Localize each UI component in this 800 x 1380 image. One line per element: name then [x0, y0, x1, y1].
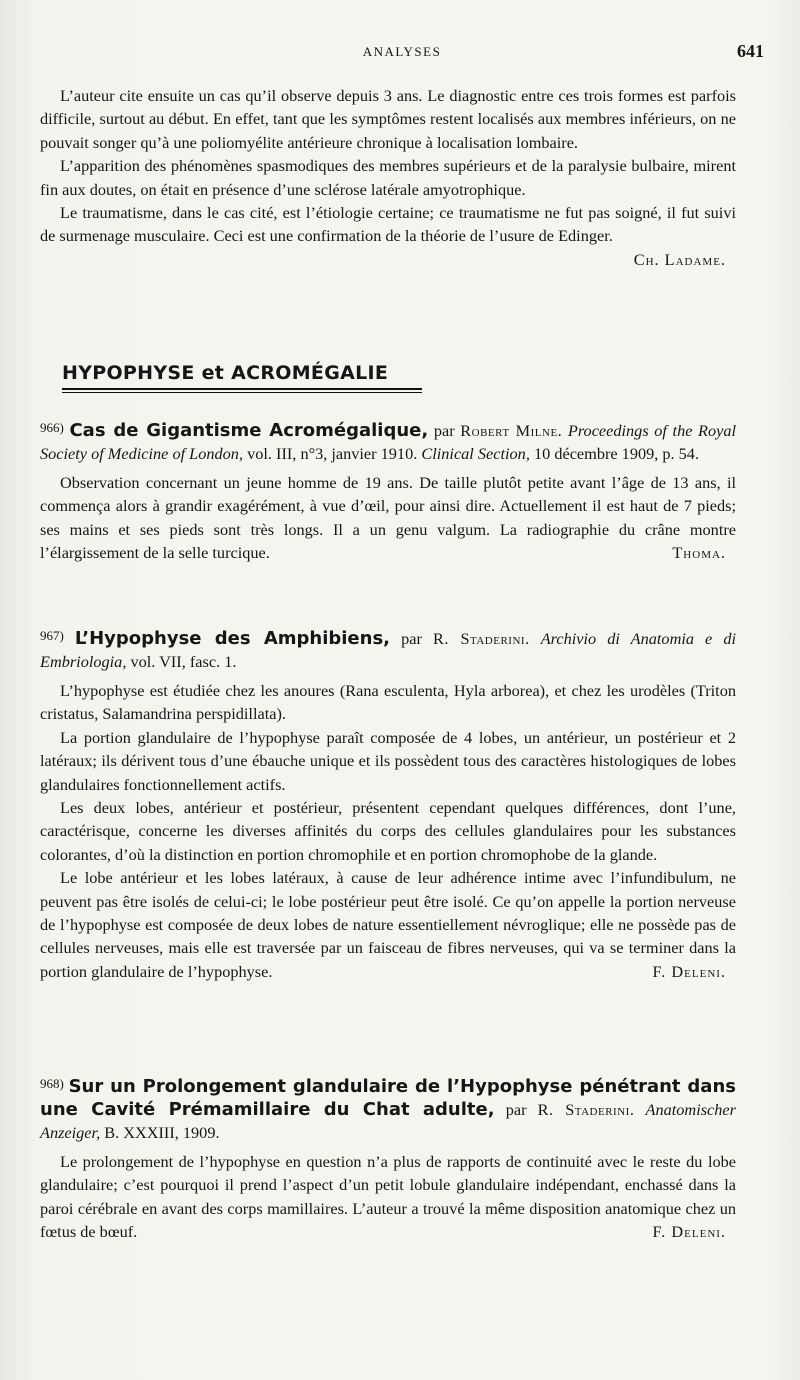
signature: Ch. Ladame.: [633, 249, 726, 269]
entry-number: 967): [40, 628, 64, 643]
entry-paragraph-text: Le prolongement de l’hypophyse en question n’a plus de rapports de continuité avec le reste du lobe glandulaire; c’est pourquoi il prend l’aspect d’un petit lobule glandulaire indépendant, enchassé dans la paroi cérébrale en avant des corps mamillaires. L’auteur a trouvé la même disposition anatomique chez un fœtus de bœuf.: [40, 1152, 736, 1242]
journal: Proceedings of the Royal Society of Medicine of London,: [40, 421, 737, 463]
entry-number: 966): [40, 420, 64, 435]
page-number: 641: [737, 41, 764, 61]
section-underline: [62, 388, 422, 393]
entry-966: [40, 416, 736, 565]
entry-paragraph: [40, 471, 736, 565]
page-header: [40, 41, 764, 66]
entry-paragraph-text: Observation concernant un jeune homme de 19 ans. De taille plutôt petite avant l’âge de 13 ans, il commença alors à grandir exagérément, à vue d’œil, pour ainsi dire. Actuellement il est haut de 7 pieds; ses mains et ses pieds sont très longs. Il a un genu valgum. La radiographie du crâne montre l’élargissement de la selle turcique.: [40, 473, 736, 563]
volume-details: vol. III, n°3, janvier 1910.: [247, 444, 418, 463]
intro-paragraph: [40, 201, 736, 269]
article-title: Sur un Prolongement glandulaire de l’Hypophyse pénétrant dans une Cavité Prémamillaire du Chat adulte,: [40, 1076, 736, 1120]
intro-paragraph-text: Le traumatisme, dans le cas cité, est l’étiologie certaine; ce traumatisme ne fut pas soigné, il fut suivi de surmenage musculaire. Ceci est une confirmation de la théorie de l’usure de Edinger.: [40, 203, 736, 246]
entry-heading: [40, 1072, 736, 1144]
journal-section: Clinical Section,: [421, 444, 530, 463]
article-title: L’Hypophyse des Amphibiens,: [74, 628, 391, 649]
intro-paragraph: L’apparition des phénomènes spasmodiques des membres supérieurs et de la paralysie bulbaire, mirent fin aux doutes, on était en présence d’une sclérose latérale amyotrophique.: [40, 156, 736, 199]
signature: F. Deleni.: [652, 961, 726, 981]
by-word: par: [505, 1100, 527, 1119]
intro-paragraph: L’auteur cite ensuite un cas qu’il observe depuis 3 ans. Le diagnostic entre ces trois formes est parfois difficile, surtout au début. En effet, tant que les symptômes restent localisés aux membres inférieurs, on ne pouvait songer qu’à une poliomyélite antérieure chronique à localisation lombaire.: [40, 86, 736, 152]
intro-block: [40, 84, 736, 271]
signature: Thoma.: [672, 543, 726, 563]
author: R. Staderini.: [432, 629, 530, 648]
by-word: par: [401, 629, 422, 648]
author: Robert Milne.: [460, 421, 563, 440]
entry-paragraph: [40, 866, 736, 983]
running-title: ANALYSES: [362, 44, 442, 59]
entry-968: [40, 1072, 736, 1244]
author: R. Staderini.: [537, 1100, 635, 1119]
entry-paragraph-text: Le lobe antérieur et les lobes latéraux, à cause de leur adhérence intime avec l’infundibulum, ne peuvent pas être isolés de celui-ci; le lobe postérieur peut être isolé. Ce qu’on appelle la portion nerveuse de l’hypophyse est composée de deux lobes de nature essentiellement névroglique; elle ne possède pas de cellules nerveuses, mais elle est traversée par un faisceau de fibres nerveuses, qui va se terminer dans la portion glandulaire de l’hypophyse.: [40, 868, 736, 981]
article-title: Cas de Gigantisme Acromégalique,: [69, 420, 429, 441]
by-word: par: [433, 421, 455, 440]
entry-number: 968): [40, 1076, 64, 1091]
volume-details: vol. VII, fasc. 1.: [130, 652, 237, 671]
date: 10 décembre 1909, p. 54.: [533, 444, 700, 463]
entry-heading: [40, 624, 736, 673]
volume-details: B. XXXIII, 1909.: [104, 1123, 220, 1142]
journal: Archivio di Anatomia e di Embriologia,: [40, 629, 737, 671]
entry-paragraph: La portion glandulaire de l’hypophyse paraît composée de 4 lobes, un antérieur, un postérieur et 2 latéraux; ils dérivent tous d’une ébauche unique et ils possèdent tous des caractères histologiques de lobes glandulaires fonctionnellement actifs.: [40, 727, 736, 794]
entry-paragraph: L’hypophyse est étudiée chez les anoures (Rana esculenta, Hyla arborea), et chez les urodèles (Triton cristatus, Salamandrina perspidillata).: [40, 681, 736, 724]
signature: F. Deleni.: [652, 1222, 726, 1242]
entry-paragraph: Les deux lobes, antérieur et postérieur, présentent cependant quelques différences, dont l’une, caractérisque, concerne les diverses affinités du corps des cellules glandulaires pour les substances colorantes, d’où la distinction en portion chromophile et en portion chromophobe de la glande.: [40, 798, 736, 864]
entry-967: [40, 624, 736, 983]
entry-heading: [40, 416, 736, 465]
section-title: HYPOPHYSE et ACROMÉGALIE: [62, 362, 389, 384]
journal: Anatomischer Anzeiger,: [40, 1100, 736, 1142]
entry-paragraph: [40, 1150, 736, 1244]
